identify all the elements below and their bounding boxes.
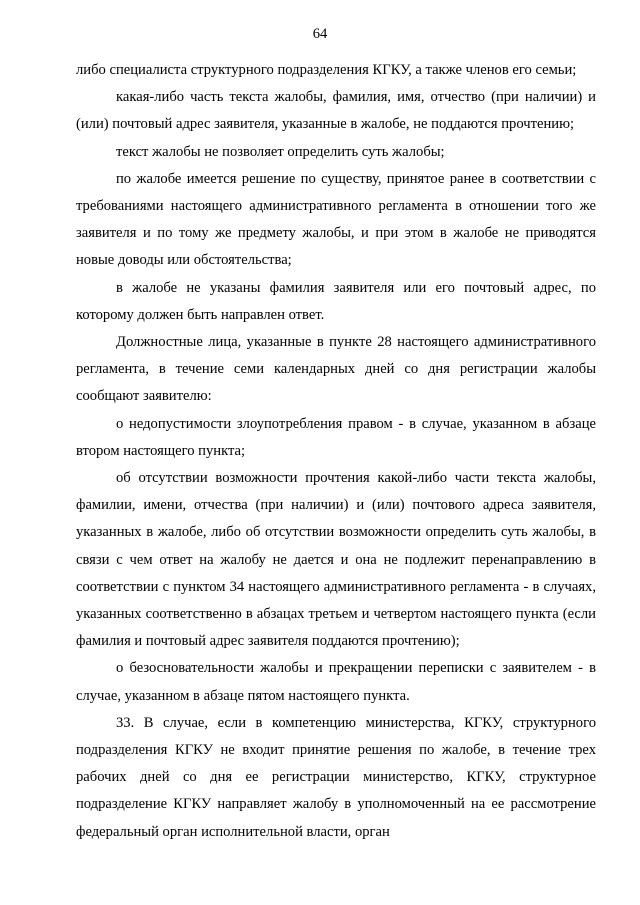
paragraph: 33. В случае, если в компетенцию министерства, КГКУ, структурного подразделения КГКУ не входит принятие решения по жалобе, в течение трех рабочих дней со дня ее регистрации министерство, КГКУ, структурное подразделение КГКУ направляет жалобу в уполномоченный на ее рассмотрение федеральный орган исполнительной власти, орган — [76, 714, 596, 840]
paragraph: об отсутствии возможности прочтения какой-либо части текста жалобы, фамилии, имени, отчества (при наличии) и (или) почтового адреса заявителя, указанных в жалобе, либо об отсутствии возможности определить суть жалобы, в связи с чем ответ на жалобу не дается и она не подлежит перенаправлению в соответствии с пунктом 34 настоящего административного регламента - в случаях, указанных соответственно в абзацах третьем и четвертом настоящего пункта (если фамилия и почтовый адрес заявителя поддаются прочтению); — [76, 470, 596, 650]
page-number: 64 — [312, 26, 328, 42]
paragraph: о безосновательности жалобы и прекращении переписки с заявителем - в случае, указанном в абзаце пятом настоящего пункта. — [76, 660, 596, 704]
paragraph: текст жалобы не позволяет определить суть жалобы; — [116, 143, 445, 160]
paragraph: какая-либо часть текста жалобы, фамилия, имя, отчество (при наличии) и (или) почтовый адрес заявителя, указанные в жалобе, не поддаются прочтению; — [76, 89, 596, 133]
paragraph: в жалобе не указаны фамилия заявителя или его почтовый адрес, по которому должен быть направлен ответ. — [76, 279, 596, 323]
paragraph: либо специалиста структурного подразделения КГКУ, а также членов его семьи; — [76, 62, 577, 78]
paragraph: по жалобе имеется решение по существу, принятое ранее в соответствии с требованиями настоящего административного регламента в отношении того же заявителя и по тому же предмету жалобы, и при этом в жалобе не приводятся новые доводы или обстоятельства; — [76, 170, 596, 269]
document-body — [76, 57, 596, 846]
paragraph: о недопустимости злоупотребления правом - в случае, указанном в абзаце втором настоящего пункта; — [76, 415, 596, 459]
paragraph: Должностные лица, указанные в пункте 28 настоящего административного регламента, в течение семи календарных дней со дня регистрации жалобы сообщают заявителю: — [76, 334, 596, 405]
